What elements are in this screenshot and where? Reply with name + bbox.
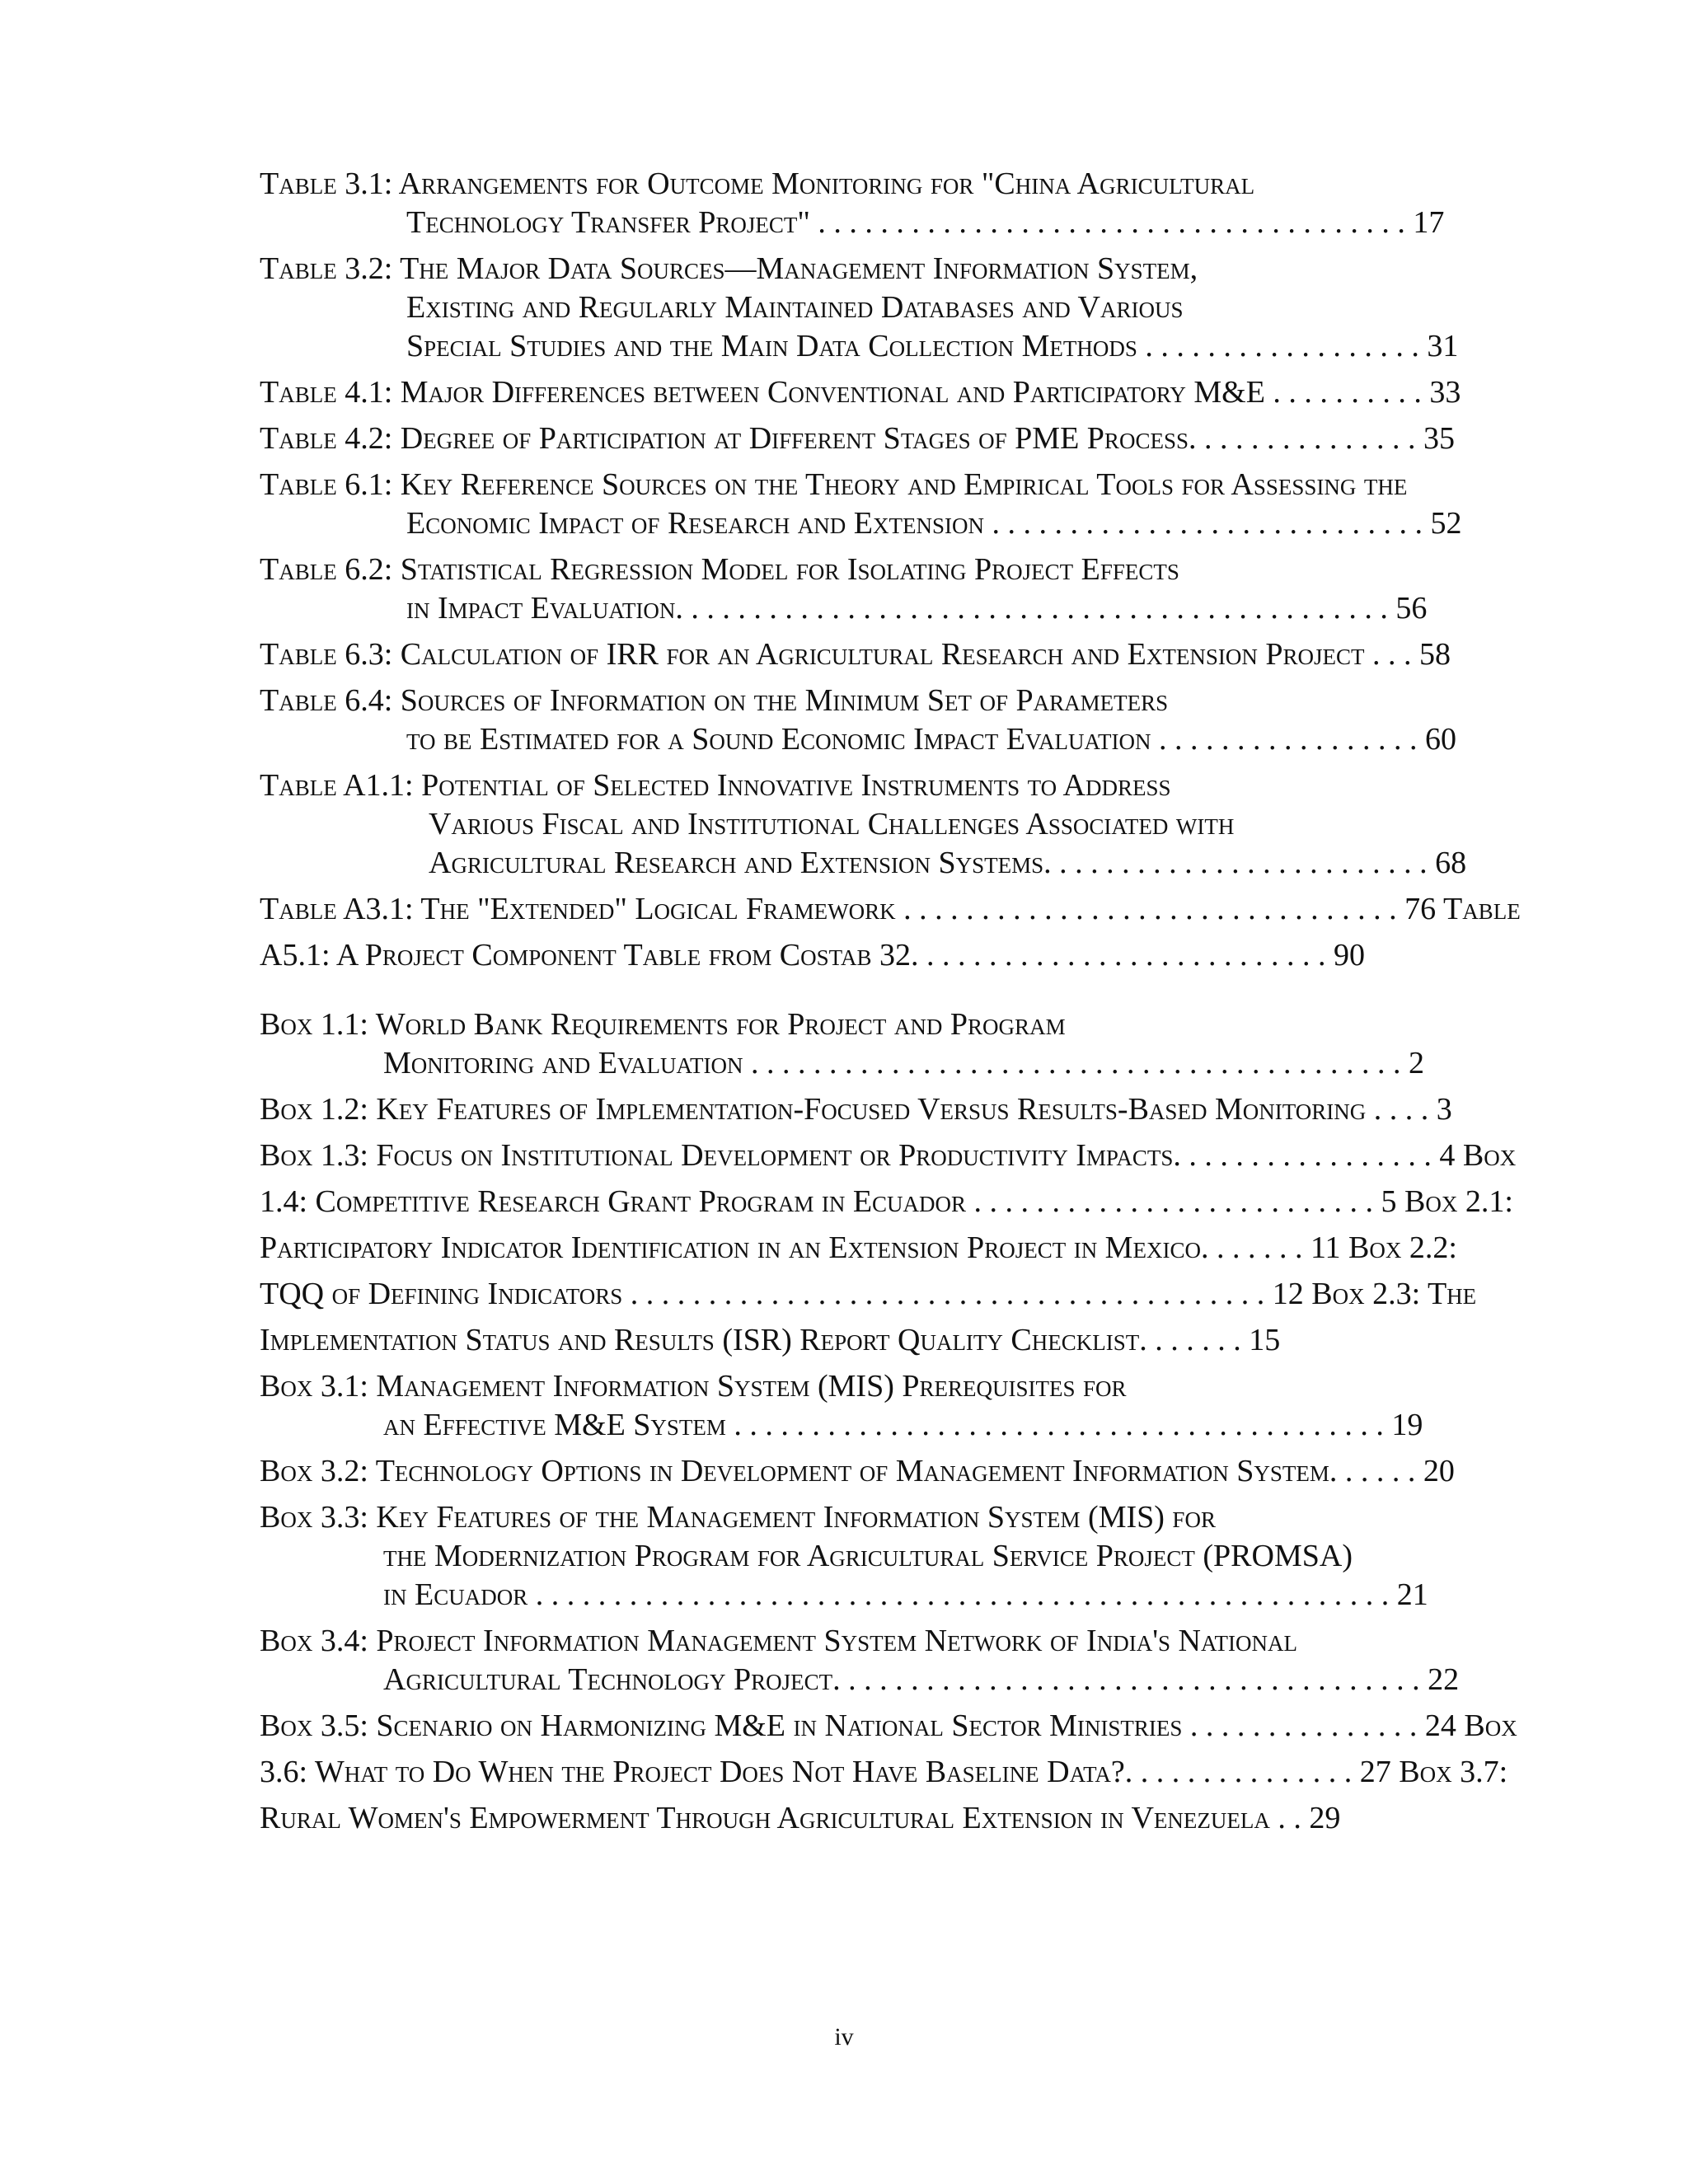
entry-line: Box 1.3: Focus on Institutional Development or Productivity Impacts. . . . . . . . . . . . . . . . . 4 Box bbox=[260, 1138, 1517, 1173]
entry-line: Technology Transfer Project" . . . . . . . . . . . . . . . . . . . . . . . . . . . . . . . . . . . . . . 17 bbox=[406, 205, 1445, 240]
entry-line: Agricultural Technology Project. . . . . . . . . . . . . . . . . . . . . . . . . . . . . . . . . . . . . . 22 bbox=[383, 1662, 1460, 1697]
toc-entry-box-3-7[interactable] bbox=[260, 1799, 1496, 1838]
entry-line: Box 3.2: Technology Options in Development of Management Information System. . . . . . 20 bbox=[260, 1454, 1455, 1488]
entry-line: Rural Women's Empowerment Through Agricultural Extension in Venezuela . . 29 bbox=[260, 1801, 1341, 1835]
toc-entry-box-1-4[interactable] bbox=[260, 1183, 1513, 1221]
toc-entry-table-a5-1[interactable] bbox=[260, 936, 1496, 975]
entry-line: Table 4.2: Degree of Participation at Different Stages of PME Process. . . . . . . . . . . . . . . 35 bbox=[260, 421, 1455, 456]
toc-entry-box-3-2[interactable] bbox=[260, 1452, 1496, 1491]
entry-line: an Effective M&E System . . . . . . . . . . . . . . . . . . . . . . . . . . . . . . . . . . . . . . . . . . 19 bbox=[383, 1408, 1423, 1442]
toc-entry-box-3-3[interactable] bbox=[260, 1498, 1496, 1615]
entry-line: Table 6.3: Calculation of IRR for an Agricultural Research and Extension Project . . . 58 bbox=[260, 637, 1451, 672]
toc-entry-table-a1-1[interactable] bbox=[260, 766, 1496, 883]
toc-entry-table-4-2[interactable] bbox=[260, 419, 1496, 458]
toc-entry-table-4-1[interactable] bbox=[260, 373, 1496, 412]
entry-line: Existing and Regularly Maintained Databases and Various bbox=[406, 290, 1184, 325]
entry-line: the Modernization Program for Agricultural Service Project (PROMSA) bbox=[383, 1539, 1353, 1573]
entry-line: 1.4: Competitive Research Grant Program in Ecuador . . . . . . . . . . . . . . . . . . . . . . . . . . 5 Box 2.1: bbox=[260, 1184, 1513, 1219]
toc-entry-box-2-1[interactable] bbox=[260, 1229, 1496, 1268]
toc-entry-table-6-3[interactable] bbox=[260, 635, 1496, 674]
entry-line: Table 6.1: Key Reference Sources on the Theory and Empirical Tools for Assessing the bbox=[260, 467, 1408, 502]
toc-entry-box-2-2[interactable] bbox=[260, 1275, 1496, 1314]
entry-line: Table A3.1: The "Extended" Logical Framework . . . . . . . . . . . . . . . . . . . . . . . . . . . . . . . . 76 Table bbox=[260, 892, 1521, 926]
toc-entry-table-3-1[interactable] bbox=[260, 165, 1496, 242]
page-number: iv bbox=[834, 2023, 854, 2050]
entry-line: Monitoring and Evaluation . . . . . . . . . . . . . . . . . . . . . . . . . . . . . . . . . . . . . . . . . . 2 bbox=[383, 1046, 1424, 1080]
entry-line: 3.6: What to Do When the Project Does Not Have Baseline Data?. . . . . . . . . . . . . . . 27 Box 3.7: bbox=[260, 1755, 1508, 1789]
entry-line: Table 6.4: Sources of Information on the Minimum Set of Parameters bbox=[260, 683, 1169, 718]
toc-entry-box-1-1[interactable] bbox=[260, 1005, 1496, 1083]
entry-line: in Impact Evaluation. . . . . . . . . . . . . . . . . . . . . . . . . . . . . . . . . . . . . . . . . . . . . . 56 bbox=[406, 591, 1428, 626]
entry-line: Box 1.2: Key Features of Implementation-Focused Versus Results-Based Monitoring . . . . 3 bbox=[260, 1092, 1452, 1127]
entry-line: to be Estimated for a Sound Economic Impact Evaluation . . . . . . . . . . . . . . . . . 60 bbox=[406, 722, 1456, 757]
toc-entry-box-3-6[interactable] bbox=[260, 1753, 1508, 1792]
toc-entry-table-3-2[interactable] bbox=[260, 250, 1496, 366]
toc-entry-box-1-3[interactable] bbox=[260, 1137, 1517, 1175]
entry-line: Participatory Indicator Identification in an Extension Project in Mexico. . . . . . . 11 Box 2.2: bbox=[260, 1230, 1457, 1265]
entry-line: Agricultural Research and Extension Systems. . . . . . . . . . . . . . . . . . . . . . . . . 68 bbox=[429, 846, 1467, 880]
entry-line: Table 4.1: Major Differences between Conventional and Participatory M&E . . . . . . . . . . 33 bbox=[260, 375, 1461, 410]
entry-line: Table 3.2: The Major Data Sources—Management Information System, bbox=[260, 251, 1198, 286]
entry-line: Box 3.3: Key Features of the Management Information System (MIS) for bbox=[260, 1500, 1216, 1535]
toc-entry-table-6-2[interactable] bbox=[260, 551, 1496, 628]
entry-line: Table 6.2: Statistical Regression Model for Isolating Project Effects bbox=[260, 552, 1179, 587]
entry-line: Box 3.1: Management Information System (MIS) Prerequisites for bbox=[260, 1369, 1127, 1404]
toc-entry-box-2-3[interactable] bbox=[260, 1321, 1496, 1360]
entry-line: TQQ of Defining Indicators . . . . . . . . . . . . . . . . . . . . . . . . . . . . . . . . . . . . . . . . . 12 Box 2.3: The bbox=[260, 1277, 1477, 1311]
toc-entry-box-1-2[interactable] bbox=[260, 1090, 1496, 1129]
entry-line: Economic Impact of Research and Extension . . . . . . . . . . . . . . . . . . . . . . . . . . . . 52 bbox=[406, 506, 1462, 541]
entry-line: Box 1.1: World Bank Requirements for Project and Program bbox=[260, 1007, 1066, 1042]
entry-line: Box 3.5: Scenario on Harmonizing M&E in National Sector Ministries . . . . . . . . . . . . . . . 24 Box bbox=[260, 1708, 1517, 1743]
list-of-tables bbox=[260, 165, 1521, 975]
entry-line: Table A1.1: Potential of Selected Innovative Instruments to Address bbox=[260, 768, 1171, 803]
entry-line: Special Studies and the Main Data Collection Methods . . . . . . . . . . . . . . . . . . 31 bbox=[406, 329, 1459, 363]
entry-line: Box 3.4: Project Information Management System Network of India's National bbox=[260, 1624, 1297, 1658]
toc-entry-box-3-4[interactable] bbox=[260, 1622, 1496, 1699]
toc-entry-table-6-1[interactable] bbox=[260, 466, 1496, 543]
entry-line: in Ecuador . . . . . . . . . . . . . . . . . . . . . . . . . . . . . . . . . . . . . . . . . . . . . . . . . . . . . . . 21 bbox=[383, 1577, 1428, 1612]
list-of-boxes bbox=[260, 1005, 1517, 1838]
toc-entry-table-6-4[interactable] bbox=[260, 682, 1496, 759]
toc-entry-table-a3-1[interactable] bbox=[260, 890, 1521, 929]
toc-entry-box-3-1[interactable] bbox=[260, 1367, 1496, 1445]
toc-entry-box-3-5[interactable] bbox=[260, 1707, 1517, 1746]
entry-line: A5.1: A Project Component Table from Costab 32. . . . . . . . . . . . . . . . . . . . . . . . . . . 90 bbox=[260, 938, 1365, 972]
entry-line: Various Fiscal and Institutional Challenges Associated with bbox=[429, 807, 1235, 841]
entry-line: Implementation Status and Results (ISR) Report Quality Checklist. . . . . . . 15 bbox=[260, 1323, 1281, 1357]
entry-line: Table 3.1: Arrangements for Outcome Monitoring for "China Agricultural bbox=[260, 166, 1255, 201]
